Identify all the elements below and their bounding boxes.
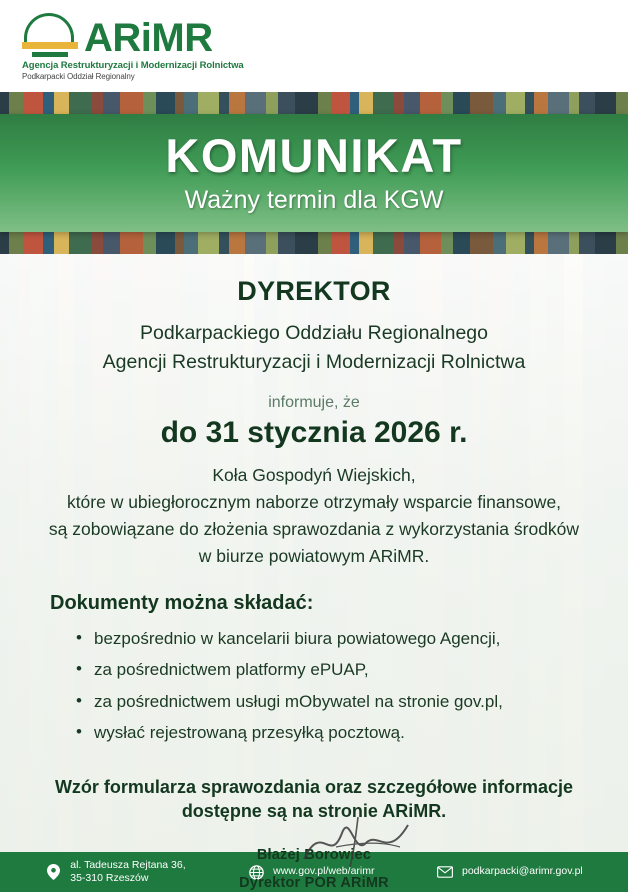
banner-subtitle: Ważny termin dla KGW	[184, 186, 444, 215]
note-line-2: dostępne są na stronie ARiMR.	[181, 801, 447, 822]
banner-title: KOMUNIKAT	[165, 128, 463, 182]
address-line-2: 35-310 Rzeszów	[70, 872, 149, 884]
office-name	[28, 319, 600, 378]
arimr-arch-logo-icon	[22, 11, 78, 57]
list-item: • bezpośrednio w kancelarii biura powiatowego Agencji,	[28, 623, 600, 654]
note-line-1: Wzór formularza sprawozdania oraz szczegółowe informacje	[54, 776, 574, 797]
documents-heading: Dokumenty można składać:	[50, 592, 314, 614]
director-heading: DYREKTOR	[237, 276, 391, 306]
body-line-3: są zobowiązane do złożenia sprawozdania z wykorzystania środków	[48, 518, 580, 539]
list-item: • wysłać rejestrowaną przesyłką pocztową.	[28, 717, 600, 748]
footer-website-text[interactable]: www.gov.pl/web/arimr	[273, 865, 375, 878]
body-line-2: które w ubiegłorocznym naborze otrzymały wsparcie finansowe,	[66, 491, 562, 512]
signature-block	[28, 847, 600, 891]
logo-branch-name: Podkarpacki Oddział Regionalny	[22, 72, 135, 81]
list-item: • za pośrednictwem usługi mObywatel na stronie gov.pl,	[28, 686, 600, 717]
logo-agency-name: Agencja Restrukturyzacji i Modernizacji Rolnictwa	[22, 60, 244, 71]
komunikat-banner	[0, 114, 628, 232]
office-line-1: Podkarpackiego Oddziału Regionalnego	[140, 322, 488, 344]
informs-label: informuje, że	[268, 393, 360, 411]
signature-role: Dyrektor POR ARiMR	[239, 875, 389, 892]
logo-acronym: ARiMR	[84, 16, 213, 60]
handwritten-signature-icon	[296, 813, 416, 871]
banner-band	[0, 92, 628, 254]
signature-name: Błażej Borowiec	[256, 847, 372, 864]
body-line-1: Koła Gospodyń Wiejskich,	[212, 464, 416, 485]
announcement-paragraph	[28, 462, 600, 571]
footer-email-text[interactable]: podkarpacki@arimr.gov.pl	[461, 865, 583, 878]
page-header	[0, 0, 628, 92]
list-item: • za pośrednictwem platformy ePUAP,	[28, 654, 600, 685]
documents-list	[28, 623, 600, 749]
announcement-content	[0, 254, 628, 891]
deadline-date: do 31 stycznia 2026 r.	[160, 415, 468, 449]
body-line-4: w biurze powiatowym ARiMR.	[198, 545, 430, 566]
address-line-1: al. Tadeusza Rejtana 36,	[70, 858, 186, 871]
office-line-2: Agencji Restrukturyzacji i Modernizacji Rolnictwa	[102, 351, 526, 374]
arimr-logo	[22, 11, 244, 81]
